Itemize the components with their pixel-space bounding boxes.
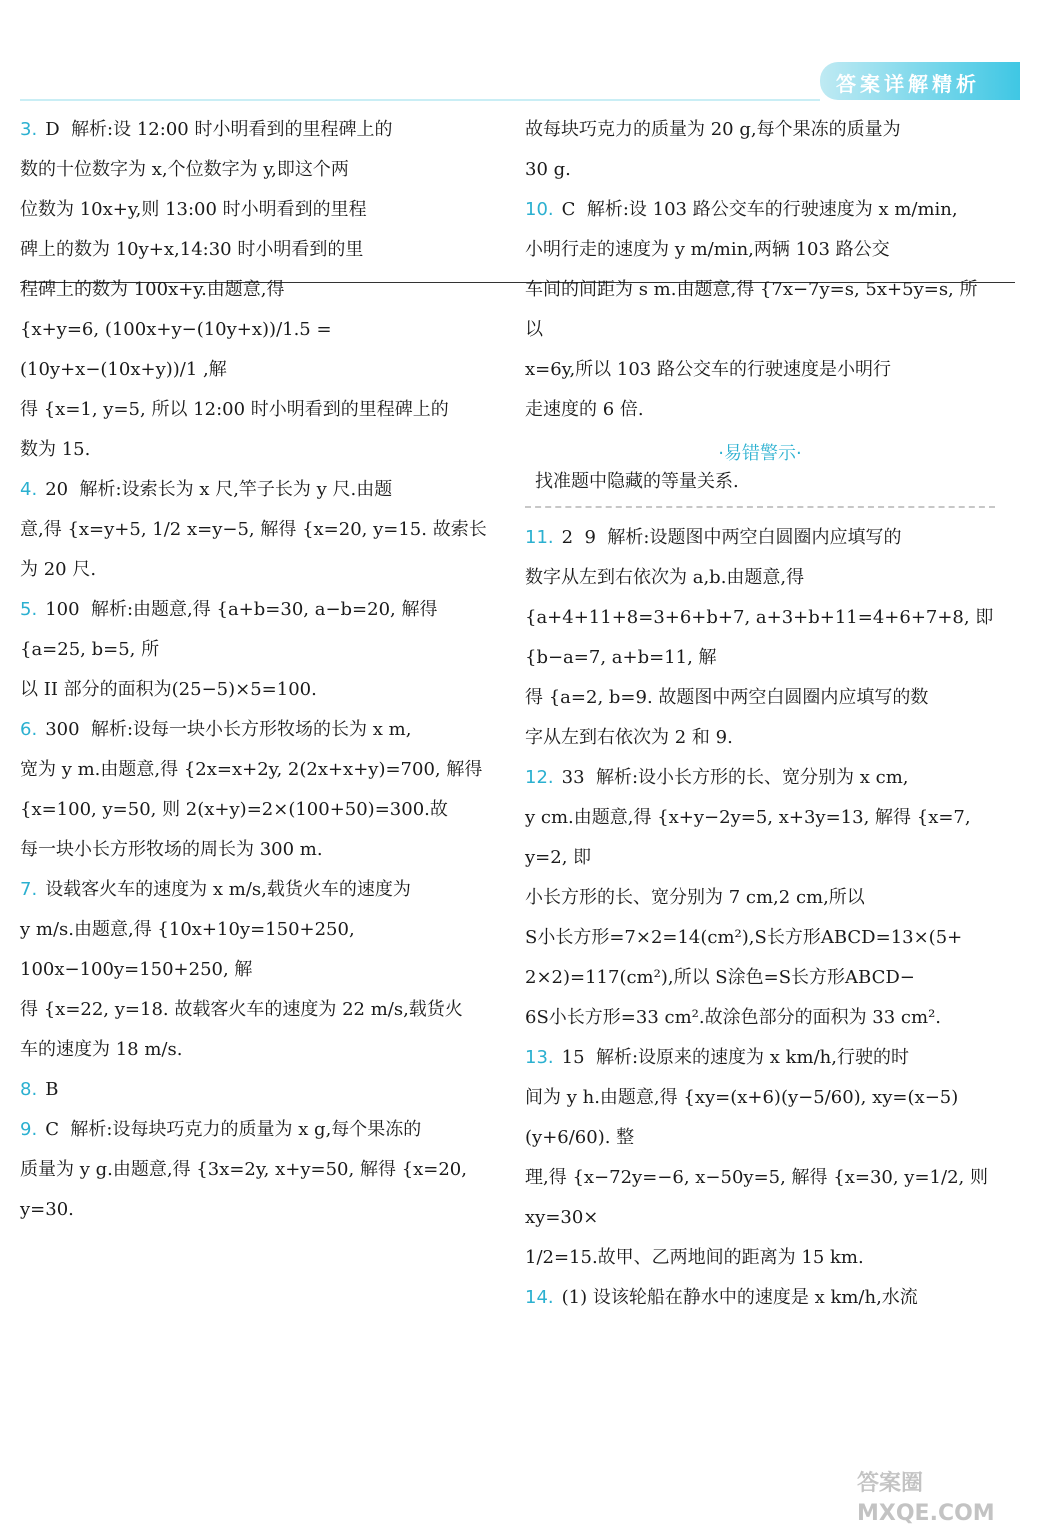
answer-text: {x+y=6, (100x+y−(10y+x))/1.5 = (10y+x−(10x+y))/1 ,解 [20,319,338,380]
answer-line [20,670,490,710]
answer-text: 数的十位数字为 x,个位数字为 y,即这个两 [20,159,349,180]
answer-line [20,750,490,790]
answer-line [525,798,995,878]
answer-line [20,990,490,1030]
answer-text: 程碑上的数为 100x+y.由题意,得 [20,279,285,300]
answer-number: 7. [20,879,38,900]
answer-item [20,1070,490,1110]
answer-text: 300 解析:设每一块小长方形牧场的长为 x m, [45,719,412,740]
answer-line [20,910,490,990]
answer-item [20,470,490,590]
answer-line [525,230,995,270]
answer-line [20,310,490,390]
answer-item [20,870,490,1070]
answer-item [525,1038,995,1278]
answer-line [525,918,995,958]
answer-line [525,758,995,798]
answer-line [525,718,995,758]
answer-text: 字从左到右依次为 2 和 9. [525,727,733,748]
answer-item [525,190,995,430]
answer-item [525,1278,995,1318]
answer-line [525,518,995,558]
watermark-line1: 答案圈 [857,1471,924,1496]
answer-text: 理,得 {x−72y=−6, x−50y=5, 解得 {x=30, y=1/2, 则 xy=30× [525,1167,994,1228]
answer-line [20,110,490,150]
answer-line [20,830,490,870]
answer-number: 8. [20,1079,38,1100]
answer-text: 30 g. [525,159,571,180]
answer-number: 10. [525,199,554,220]
answer-text: 故每块巧克力的质量为 20 g,每个果冻的质量为 [525,119,901,140]
answer-item [525,518,1000,758]
header-title: 答案详解精析 [836,72,980,96]
answer-item [20,590,490,710]
answer-number: 3. [20,119,38,140]
answer-line [20,230,490,270]
answer-number: 13. [525,1047,554,1068]
answer-text: {x=100, y=50, 则 2(x+y)=2×(100+50)=300.故 [20,799,448,820]
answer-item [525,758,995,1038]
answer-text: D 解析:设 12:00 时小明看到的里程碑上的 [45,119,393,140]
answer-line [20,270,490,310]
answer-text: 100 解析:由题意,得 {a+b=30, a−b=20, 解得 {a=25, b=5, 所 [20,599,444,660]
answer-text: y cm.由题意,得 {x+y−2y=5, x+3y=13, 解得 {x=7, y=2, 即 [525,807,977,868]
answer-line [20,510,490,590]
answer-text: 得 {x=1, y=5, 所以 12:00 时小明看到的里程碑上的 [20,399,449,420]
answer-text: 走速度的 6 倍. [525,399,644,420]
answer-text: 车的速度为 18 m/s. [20,1039,183,1060]
answer-line [20,430,490,470]
answer-line [525,110,995,150]
answer-text: S小长方形=7×2=14(cm²),S长方形ABCD=13×(5+ [525,927,963,948]
answer-text: 车间的间距为 s m.由题意,得 {7x−7y=s, 5x+5y=s, 所以 [525,279,978,340]
answer-line [525,558,995,598]
answer-text: 位数为 10x+y,则 13:00 时小明看到的里程 [20,199,367,220]
watermark-logo [847,1460,1007,1530]
header-rule [20,99,820,101]
answer-line [20,870,490,910]
header-band [820,62,1020,100]
answer-text: 数为 15. [20,439,91,460]
answer-number: 4. [20,479,38,500]
answer-line [525,1158,995,1238]
answer-line [20,150,490,190]
answer-line [525,678,995,718]
answer-text: 得 {x=22, y=18. 故载客火车的速度为 22 m/s,载货火 [20,999,463,1020]
answer-line [20,710,490,750]
answer-text: 2×2)=117(cm²),所以 S涂色=S长方形ABCD− [525,967,915,988]
answer-line [525,350,995,390]
mistake-tip-box [525,436,995,508]
answer-line [20,1150,490,1230]
answer-line [525,1238,995,1278]
answer-text: C 解析:设每块巧克力的质量为 x g,每个果冻的 [45,1119,422,1140]
answer-text: 20 解析:设索长为 x 尺,竿子长为 y 尺.由题 [45,479,393,500]
answer-text: 2 9 解析:设题图中两空白圆圈内应填写的 [561,527,902,548]
watermark-line2: MXQE.COM [857,1501,995,1526]
answer-text: 设载客火车的速度为 x m/s,载货火车的速度为 [45,879,411,900]
answer-item [525,110,995,190]
answer-text: y m/s.由题意,得 {10x+10y=150+250, 100x−100y=150+250, 解 [20,919,361,980]
answer-line [20,390,490,430]
mistake-tip-title: ·易错警示· [718,443,802,464]
answer-line [525,150,995,190]
answer-line [525,598,1000,678]
mistake-tip-text: 找准题中隐藏的等量关系. [535,471,739,492]
answer-text: 15 解析:设原来的速度为 x km/h,行驶的时 [561,1047,910,1068]
answer-text: 碑上的数为 10y+x,14:30 时小明看到的里 [20,239,364,260]
answer-text: x=6y,所以 103 路公交车的行驶速度是小明行 [525,359,891,380]
answer-item [20,1110,490,1230]
answer-text: B [45,1079,59,1100]
answer-line [20,1030,490,1070]
answer-text: 每一块小长方形牧场的周长为 300 m. [20,839,323,860]
answer-line [525,270,995,350]
answer-line [525,1278,995,1318]
answer-number: 9. [20,1119,38,1140]
answer-text: 33 解析:设小长方形的长、宽分别为 x cm, [561,767,909,788]
answer-number: 12. [525,767,554,788]
answer-line [20,1070,490,1110]
answer-line [20,590,490,670]
answer-line [525,190,995,230]
answer-text: 宽为 y m.由题意,得 {2x=x+2y, 2(2x+x+y)=700, 解得 [20,759,483,780]
answer-text: 1/2=15.故甲、乙两地间的距离为 15 km. [525,1247,864,1268]
answer-line [525,1078,995,1158]
answer-line [20,1110,490,1150]
answer-item [20,710,490,870]
right-column [525,110,1000,1318]
left-column [20,110,490,1230]
answer-item [20,110,490,470]
answer-number: 14. [525,1287,554,1308]
answer-text: 质量为 y g.由题意,得 {3x=2y, x+y=50, 解得 {x=20, y=30. [20,1159,473,1220]
answer-text: (1) 设该轮船在静水中的速度是 x km/h,水流 [561,1287,918,1308]
answer-line [525,998,995,1038]
answer-line [525,878,995,918]
answer-text: C 解析:设 103 路公交车的行驶速度为 x m/min, [561,199,958,220]
answer-text: 得 {a=2, b=9. 故题图中两空白圆圈内应填写的数 [525,687,929,708]
answer-number: 6. [20,719,38,740]
answer-line [20,470,490,510]
answer-text: 6S小长方形=33 cm².故涂色部分的面积为 33 cm². [525,1007,942,1028]
answer-line [525,390,995,430]
answer-text: 小明行走的速度为 y m/min,两辆 103 路公交 [525,239,890,260]
answer-line [20,190,490,230]
answer-number: 5. [20,599,38,620]
answer-line [525,1038,995,1078]
answer-text: 小长方形的长、宽分别为 7 cm,2 cm,所以 [525,887,865,908]
answer-number: 11. [525,527,554,548]
answer-text: 意,得 {x=y+5, 1/2 x=y−5, 解得 {x=20, y=15. 故索长为 20 尺. [20,519,487,580]
answer-text: 间为 y h.由题意,得 {xy=(x+6)(y−5/60), xy=(x−5)(y+6/60). 整 [525,1087,959,1148]
answer-text: 数字从左到右依次为 a,b.由题意,得 [525,567,805,588]
answer-line [525,958,995,998]
answer-line [20,790,490,830]
answer-text: {a+4+11+8=3+6+b+7, a+3+b+11=4+6+7+8, 即 {b−a=7, a+b=11, 解 [525,607,1000,668]
answer-text: 以 II 部分的面积为(25−5)×5=100. [20,679,317,700]
